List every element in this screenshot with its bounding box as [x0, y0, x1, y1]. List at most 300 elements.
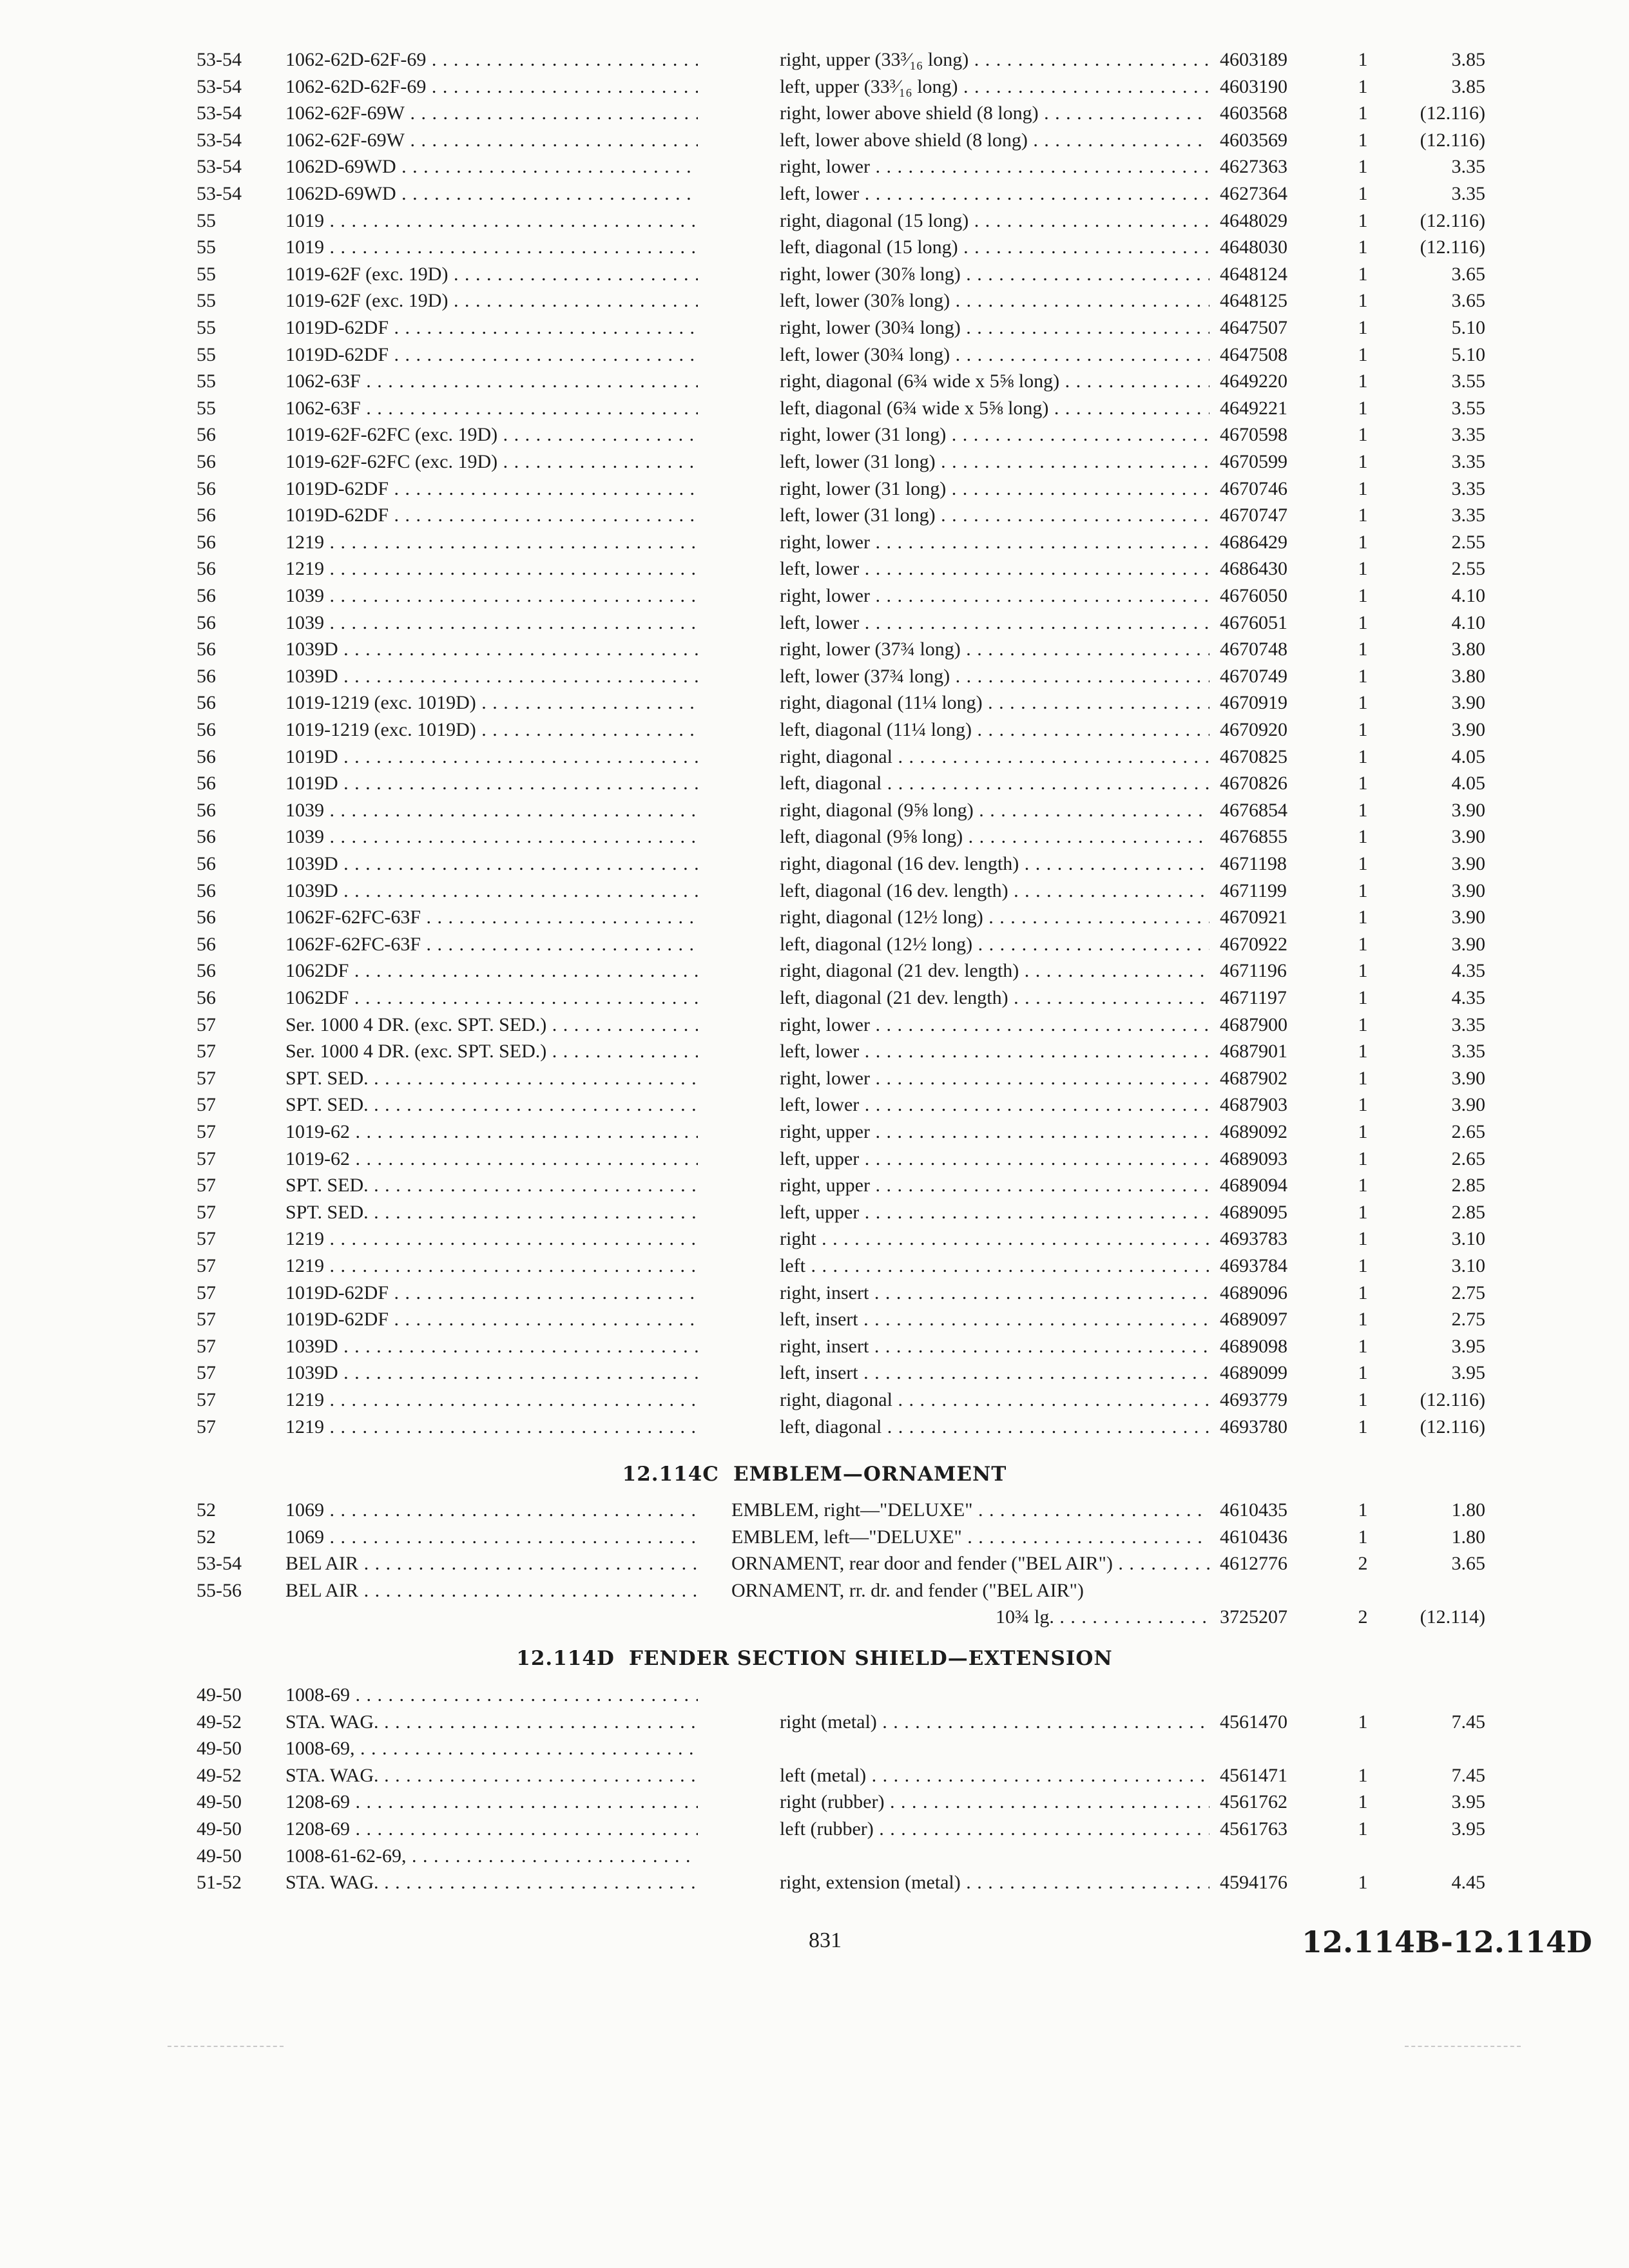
price-cell: (12.116)	[1420, 209, 1485, 231]
model-year-cell: 56	[197, 477, 216, 499]
model-year-cell: 56	[197, 585, 216, 606]
table-row	[197, 716, 1492, 744]
model-year-cell: 56	[197, 987, 216, 1008]
model-year-cell: 55	[197, 317, 216, 338]
model-cell: 1039 . . .	[285, 610, 698, 637]
section-title: FENDER SECTION SHIELD—EXTENSION	[628, 1647, 1113, 1670]
description-cell: right, lower . . .	[780, 1012, 1210, 1039]
model-cell: 1062-63F . . .	[285, 368, 698, 395]
table-row	[197, 1524, 1492, 1551]
part-number-cell: 4627363	[1220, 156, 1287, 178]
model-cell: 1019D-62DF . . .	[285, 476, 698, 503]
table-row	[197, 1604, 1492, 1631]
model-cell: 1039D . . .	[285, 663, 698, 690]
model-year-cell: 55	[197, 343, 216, 365]
price-cell: 3.55	[1451, 370, 1485, 392]
model-year-cell: 52	[197, 1526, 216, 1548]
price-cell: 3.90	[1451, 692, 1485, 714]
table-row	[197, 1414, 1492, 1441]
model-cell: 1019D-62DF . . .	[285, 314, 698, 341]
description-cell: left, diagonal (21 dev. length) . . .	[780, 985, 1210, 1012]
model-year-cell: 57	[197, 1175, 216, 1196]
quantity-cell: 1	[1358, 49, 1368, 70]
model-cell: 1069 . . .	[285, 1497, 698, 1524]
model-year-cell: 57	[197, 1094, 216, 1116]
price-cell: 3.90	[1451, 719, 1485, 740]
model-cell: 1062F-62FC-63F . . .	[285, 931, 698, 958]
part-number-cell: 4670921	[1220, 907, 1287, 928]
model-cell: 1062-62D-62F-69 . . .	[285, 46, 698, 73]
part-number-cell: 4612776	[1220, 1553, 1287, 1574]
description-cell: right, upper (33³⁄₁₆ long) . . .	[780, 46, 1210, 73]
model-cell: 1019-1219 (exc. 1019D) . . .	[285, 689, 698, 716]
model-year-cell: 57	[197, 1255, 216, 1276]
table-row	[197, 180, 1492, 207]
table-row	[197, 610, 1492, 637]
price-cell: 3.85	[1451, 75, 1485, 97]
part-number-cell: 4561762	[1220, 1791, 1287, 1813]
part-number-cell: 4676050	[1220, 585, 1287, 606]
price-cell: (12.116)	[1420, 129, 1485, 151]
price-cell: 5.10	[1451, 343, 1485, 365]
table-row	[197, 689, 1492, 716]
description-cell: right, lower (31 long) . . .	[780, 476, 1210, 503]
price-cell: 3.65	[1451, 263, 1485, 285]
part-number-cell: 4670919	[1220, 692, 1287, 714]
table-row	[197, 1550, 1492, 1577]
model-year-cell: 55	[197, 263, 216, 285]
description-cell: right, diagonal (21 dev. length) . . .	[780, 957, 1210, 985]
part-number-cell: 4689095	[1220, 1201, 1287, 1223]
part-number-cell: 4687902	[1220, 1067, 1287, 1089]
quantity-cell: 1	[1358, 1362, 1368, 1384]
model-cell: 1069 . . .	[285, 1524, 698, 1551]
table-row	[197, 636, 1492, 663]
part-number-cell: 4603568	[1220, 102, 1287, 124]
description-cell: left . . .	[780, 1253, 1210, 1280]
quantity-cell: 1	[1358, 1764, 1368, 1786]
model-cell: 1019-62F-62FC (exc. 19D) . . .	[285, 421, 698, 448]
table-row	[197, 73, 1492, 101]
description-cell: EMBLEM, left—"DELUXE" . . .	[731, 1524, 1210, 1551]
model-cell: Ser. 1000 4 DR. (exc. SPT. SED.) . . .	[285, 1012, 698, 1039]
model-cell: 1019 . . .	[285, 207, 698, 235]
model-cell: 1019-1219 (exc. 1019D) . . .	[285, 716, 698, 744]
quantity-cell: 1	[1358, 263, 1368, 285]
price-cell: 3.95	[1451, 1362, 1485, 1384]
price-cell: 4.10	[1451, 611, 1485, 633]
quantity-cell: 1	[1358, 1041, 1368, 1062]
model-year-cell: 49-50	[197, 1818, 242, 1840]
model-cell: STA. WAG. . . .	[285, 1869, 698, 1896]
description-cell: ORNAMENT, rear door and fender ("BEL AIR") . . .	[731, 1550, 1210, 1577]
table-row	[197, 529, 1492, 556]
price-cell: 3.65	[1451, 1553, 1485, 1574]
quantity-cell: 1	[1358, 1335, 1368, 1357]
description-cell: right, insert . . .	[780, 1333, 1210, 1360]
quantity-cell: 1	[1358, 853, 1368, 874]
description-cell: left, diagonal (16 dev. length) . . .	[780, 878, 1210, 905]
part-number-cell: 4647507	[1220, 317, 1287, 338]
description-cell: right, diagonal (9⅝ long) . . .	[780, 797, 1210, 824]
description-cell: right, diagonal . . .	[780, 1387, 1210, 1414]
quantity-cell: 1	[1358, 477, 1368, 499]
description-cell: left, lower above shield (8 long) . . .	[780, 127, 1210, 154]
table-row	[197, 1333, 1492, 1360]
model-cell: 1039D . . .	[285, 1360, 698, 1387]
model-cell: 1219 . . .	[285, 529, 698, 556]
quantity-cell: 1	[1358, 1526, 1368, 1548]
quantity-cell: 1	[1358, 1818, 1368, 1840]
model-year-cell: 56	[197, 451, 216, 472]
part-number-cell: 4676854	[1220, 799, 1287, 821]
table-row	[197, 1577, 1492, 1604]
table-row	[197, 1038, 1492, 1065]
price-cell: 2.65	[1451, 1121, 1485, 1142]
model-cell: 1019D-62DF . . .	[285, 502, 698, 529]
part-number-cell: 4648029	[1220, 209, 1287, 231]
model-year-cell: 53-54	[197, 1553, 242, 1574]
description-cell: left, lower (31 long) . . .	[780, 448, 1210, 476]
table-row	[197, 582, 1492, 610]
price-cell: (12.116)	[1420, 236, 1485, 258]
model-cell: 1019-62F (exc. 19D) . . .	[285, 287, 698, 314]
price-cell: 2.85	[1451, 1175, 1485, 1196]
price-cell: 3.90	[1451, 826, 1485, 848]
quantity-cell: 1	[1358, 1499, 1368, 1521]
part-number-cell: 4689094	[1220, 1175, 1287, 1196]
table-row	[197, 555, 1492, 582]
description-cell: left, lower (31 long) . . .	[780, 502, 1210, 529]
model-cell: BEL AIR . . .	[285, 1550, 698, 1577]
price-cell: 3.85	[1451, 49, 1485, 70]
model-year-cell: 57	[197, 1067, 216, 1089]
section-heading-12-114d	[0, 1647, 1629, 1670]
model-cell: STA. WAG. . . .	[285, 1709, 698, 1736]
part-number-cell: 4594176	[1220, 1872, 1287, 1894]
price-cell: 3.35	[1451, 1014, 1485, 1035]
model-cell: 1219 . . .	[285, 1253, 698, 1280]
table-row	[197, 448, 1492, 476]
table-row	[197, 850, 1492, 878]
model-year-cell: 56	[197, 907, 216, 928]
description-cell: right . . .	[780, 1225, 1210, 1253]
quantity-cell: 1	[1358, 1309, 1368, 1331]
part-number-cell: 4671196	[1220, 960, 1287, 982]
table-row	[197, 1146, 1492, 1173]
model-cell: 1019D-62DF . . .	[285, 1306, 698, 1333]
quantity-cell: 1	[1358, 1067, 1368, 1089]
price-cell: 3.35	[1451, 505, 1485, 526]
quantity-cell: 1	[1358, 1148, 1368, 1169]
quantity-cell: 1	[1358, 1416, 1368, 1437]
description-cell: left, lower (37¾ long) . . .	[780, 663, 1210, 690]
quantity-cell: 1	[1358, 639, 1368, 660]
model-cell: 1039 . . .	[285, 582, 698, 610]
model-cell: 1019D . . .	[285, 744, 698, 771]
description-cell: left, insert . . .	[780, 1306, 1210, 1333]
model-year-cell: 49-52	[197, 1764, 242, 1786]
model-cell: 1008-61-62-69, . . .	[285, 1843, 698, 1870]
price-cell: 3.65	[1451, 290, 1485, 312]
description-cell: right (rubber) . . .	[780, 1789, 1210, 1816]
model-cell: 1062F-62FC-63F . . .	[285, 904, 698, 931]
model-cell: 1062D-69WD . . .	[285, 180, 698, 207]
model-year-cell: 56	[197, 879, 216, 901]
table-row	[197, 261, 1492, 288]
description-cell: right, lower (31 long) . . .	[780, 421, 1210, 448]
price-cell: 3.55	[1451, 397, 1485, 419]
quantity-cell: 1	[1358, 987, 1368, 1008]
description-cell: left, upper (33³⁄₁₆ long) . . .	[780, 73, 1210, 101]
quantity-cell: 1	[1358, 907, 1368, 928]
quantity-cell: 1	[1358, 773, 1368, 794]
model-year-cell: 56	[197, 799, 216, 821]
price-cell: 3.35	[1451, 1041, 1485, 1062]
model-cell: 1008-69 . . .	[285, 1682, 698, 1709]
table-row	[197, 421, 1492, 448]
table-row	[197, 341, 1492, 369]
quantity-cell: 1	[1358, 290, 1368, 312]
table-row	[197, 1387, 1492, 1414]
model-cell: 1039 . . .	[285, 823, 698, 850]
model-year-cell: 57	[197, 1362, 216, 1384]
price-cell: 3.90	[1451, 879, 1485, 901]
model-year-cell: 57	[197, 1201, 216, 1223]
table-row	[197, 823, 1492, 850]
scan-smudge	[168, 2046, 284, 2047]
description-cell: right, lower above shield (8 long) . . .	[780, 100, 1210, 127]
part-number-cell: 4648125	[1220, 290, 1287, 312]
part-number-cell: 4689097	[1220, 1309, 1287, 1331]
table-row	[197, 100, 1492, 127]
quantity-cell: 1	[1358, 585, 1368, 606]
model-cell: 1039D . . .	[285, 878, 698, 905]
model-year-cell: 56	[197, 933, 216, 955]
model-year-cell: 55	[197, 209, 216, 231]
model-cell: 1019D-62DF . . .	[285, 341, 698, 369]
model-year-cell: 56	[197, 745, 216, 767]
quantity-cell: 1	[1358, 879, 1368, 901]
table-row	[197, 1497, 1492, 1524]
model-cell: 1019-62 . . .	[285, 1119, 698, 1146]
table-row	[197, 1709, 1492, 1736]
price-cell: 2.65	[1451, 1148, 1485, 1169]
part-number-cell: 4670599	[1220, 451, 1287, 472]
quantity-cell: 1	[1358, 933, 1368, 955]
description-cell: left, diagonal (12½ long) . . .	[780, 931, 1210, 958]
quantity-cell: 1	[1358, 1872, 1368, 1894]
scan-smudge	[1405, 2046, 1521, 2047]
table-row	[197, 1091, 1492, 1119]
model-cell: 1019-62F-62FC (exc. 19D) . . .	[285, 448, 698, 476]
price-cell: 4.10	[1451, 585, 1485, 606]
table-row	[197, 957, 1492, 985]
price-cell: (12.116)	[1420, 1416, 1485, 1437]
model-year-cell: 57	[197, 1416, 216, 1437]
part-number-cell: 4670825	[1220, 745, 1287, 767]
part-number-cell: 4689099	[1220, 1362, 1287, 1384]
model-year-cell: 57	[197, 1228, 216, 1250]
description-cell: right, diagonal . . .	[780, 744, 1210, 771]
model-cell: 1208-69 . . .	[285, 1816, 698, 1843]
description-cell: right, lower . . .	[780, 1065, 1210, 1092]
description-cell: left, insert . . .	[780, 1360, 1210, 1387]
model-year-cell: 49-50	[197, 1738, 242, 1760]
model-year-cell: 49-50	[197, 1845, 242, 1867]
price-cell: 7.45	[1451, 1711, 1485, 1733]
quantity-cell: 1	[1358, 102, 1368, 124]
description-cell: right, lower (37¾ long) . . .	[780, 636, 1210, 663]
part-number-cell: 4603569	[1220, 129, 1287, 151]
model-year-cell: 53-54	[197, 156, 242, 178]
description-cell: ORNAMENT, rr. dr. and fender ("BEL AIR")	[731, 1579, 1084, 1601]
model-cell: SPT. SED. . . .	[285, 1172, 698, 1199]
part-number-cell: 4670922	[1220, 933, 1287, 955]
description-cell: left, diagonal (11¼ long) . . .	[780, 716, 1210, 744]
part-number-cell: 4649220	[1220, 370, 1287, 392]
description-cell: left (rubber) . . .	[780, 1816, 1210, 1843]
part-number-cell: 4649221	[1220, 397, 1287, 419]
table-row	[197, 314, 1492, 341]
price-cell: 3.35	[1451, 156, 1485, 178]
section-range: 12.114B-12.114D	[1302, 1925, 1592, 1959]
part-number-cell: 4610436	[1220, 1526, 1287, 1548]
quantity-cell: 1	[1358, 1711, 1368, 1733]
description-cell: left, diagonal (9⅝ long) . . .	[780, 823, 1210, 850]
table-row	[197, 770, 1492, 797]
model-year-cell: 53-54	[197, 49, 242, 70]
quantity-cell: 1	[1358, 75, 1368, 97]
price-cell: 2.55	[1451, 558, 1485, 580]
model-cell: STA. WAG. . . .	[285, 1762, 698, 1789]
model-year-cell: 56	[197, 531, 216, 553]
model-year-cell: 57	[197, 1389, 216, 1410]
price-cell: 3.90	[1451, 933, 1485, 955]
quantity-cell: 2	[1358, 1553, 1368, 1574]
model-year-cell: 55-56	[197, 1579, 242, 1601]
model-year-cell: 56	[197, 853, 216, 874]
model-year-cell: 53-54	[197, 129, 242, 151]
part-number-cell: 3725207	[1220, 1606, 1287, 1628]
quantity-cell: 1	[1358, 1094, 1368, 1116]
price-cell: 5.10	[1451, 317, 1485, 338]
table-row	[197, 1306, 1492, 1333]
part-number-cell: 4670746	[1220, 477, 1287, 499]
quantity-cell: 1	[1358, 799, 1368, 821]
quantity-cell: 1	[1358, 424, 1368, 446]
description-cell: right, diagonal (16 dev. length) . . .	[780, 850, 1210, 878]
description-cell: left, diagonal . . .	[780, 770, 1210, 797]
description-cell: right, diagonal (12½ long) . . .	[780, 904, 1210, 931]
price-cell: (12.116)	[1420, 1389, 1485, 1410]
part-number-cell: 4647508	[1220, 343, 1287, 365]
price-cell: 3.95	[1451, 1818, 1485, 1840]
table-row	[197, 1172, 1492, 1199]
part-number-cell: 4671198	[1220, 853, 1287, 874]
part-number-cell: 4670826	[1220, 773, 1287, 794]
description-cell: left, lower . . .	[780, 610, 1210, 637]
model-year-cell: 56	[197, 505, 216, 526]
price-cell: 2.75	[1451, 1282, 1485, 1303]
quantity-cell: 1	[1358, 451, 1368, 472]
description-cell: left, lower (30⅞ long) . . .	[780, 287, 1210, 314]
part-number-cell: 4693784	[1220, 1255, 1287, 1276]
price-cell: 3.10	[1451, 1228, 1485, 1250]
price-cell: 3.95	[1451, 1335, 1485, 1357]
table-row	[197, 395, 1492, 422]
table-row	[197, 287, 1492, 314]
price-cell: 3.95	[1451, 1791, 1485, 1813]
section-heading-12-114c	[0, 1463, 1629, 1486]
quantity-cell: 1	[1358, 719, 1368, 740]
description-cell: right (metal) . . .	[780, 1709, 1210, 1736]
model-year-cell: 56	[197, 665, 216, 687]
price-cell: 3.90	[1451, 1067, 1485, 1089]
part-number-cell: 4689093	[1220, 1148, 1287, 1169]
quantity-cell: 1	[1358, 1228, 1368, 1250]
table-row	[197, 1869, 1492, 1896]
model-year-cell: 56	[197, 960, 216, 982]
table-row	[197, 1065, 1492, 1092]
description-cell: right, insert . . .	[780, 1280, 1210, 1307]
quantity-cell: 1	[1358, 960, 1368, 982]
model-cell: 1062D-69WD . . .	[285, 153, 698, 180]
model-year-cell: 53-54	[197, 102, 242, 124]
price-cell: 3.35	[1451, 183, 1485, 204]
part-number-cell: 4689098	[1220, 1335, 1287, 1357]
table-row	[197, 153, 1492, 180]
description-cell: left, upper . . .	[780, 1146, 1210, 1173]
table-row	[197, 1225, 1492, 1253]
quantity-cell: 1	[1358, 209, 1368, 231]
table-row	[197, 985, 1492, 1012]
quantity-cell: 1	[1358, 558, 1368, 580]
model-year-cell: 56	[197, 424, 216, 446]
part-number-cell: 4648124	[1220, 263, 1287, 285]
model-year-cell: 56	[197, 773, 216, 794]
quantity-cell: 1	[1358, 1282, 1368, 1303]
description-cell: left, lower . . .	[780, 1091, 1210, 1119]
quantity-cell: 1	[1358, 692, 1368, 714]
quantity-cell: 1	[1358, 531, 1368, 553]
part-number-cell: 4627364	[1220, 183, 1287, 204]
part-number-cell: 4670747	[1220, 505, 1287, 526]
price-cell: 2.55	[1451, 531, 1485, 553]
part-number-cell: 4670748	[1220, 639, 1287, 660]
part-number-cell: 4670920	[1220, 719, 1287, 740]
part-number-cell: 4561763	[1220, 1818, 1287, 1840]
model-year-cell: 57	[197, 1309, 216, 1331]
price-cell: 3.35	[1451, 424, 1485, 446]
price-cell: 1.80	[1451, 1526, 1485, 1548]
price-cell: 3.90	[1451, 799, 1485, 821]
part-number-cell: 4670749	[1220, 665, 1287, 687]
price-cell: (12.114)	[1420, 1606, 1485, 1628]
model-year-cell: 57	[197, 1335, 216, 1357]
model-year-cell: 53-54	[197, 75, 242, 97]
part-number-cell: 4693780	[1220, 1416, 1287, 1437]
model-cell: 1008-69, . . .	[285, 1735, 698, 1762]
price-cell: 3.10	[1451, 1255, 1485, 1276]
model-cell: 1019D-62DF . . .	[285, 1280, 698, 1307]
description-cell: right, upper . . .	[780, 1172, 1210, 1199]
table-row	[197, 46, 1492, 73]
part-number-cell: 4693779	[1220, 1389, 1287, 1410]
table-row	[197, 1762, 1492, 1789]
price-cell: 4.05	[1451, 773, 1485, 794]
part-number-cell: 4687900	[1220, 1014, 1287, 1035]
